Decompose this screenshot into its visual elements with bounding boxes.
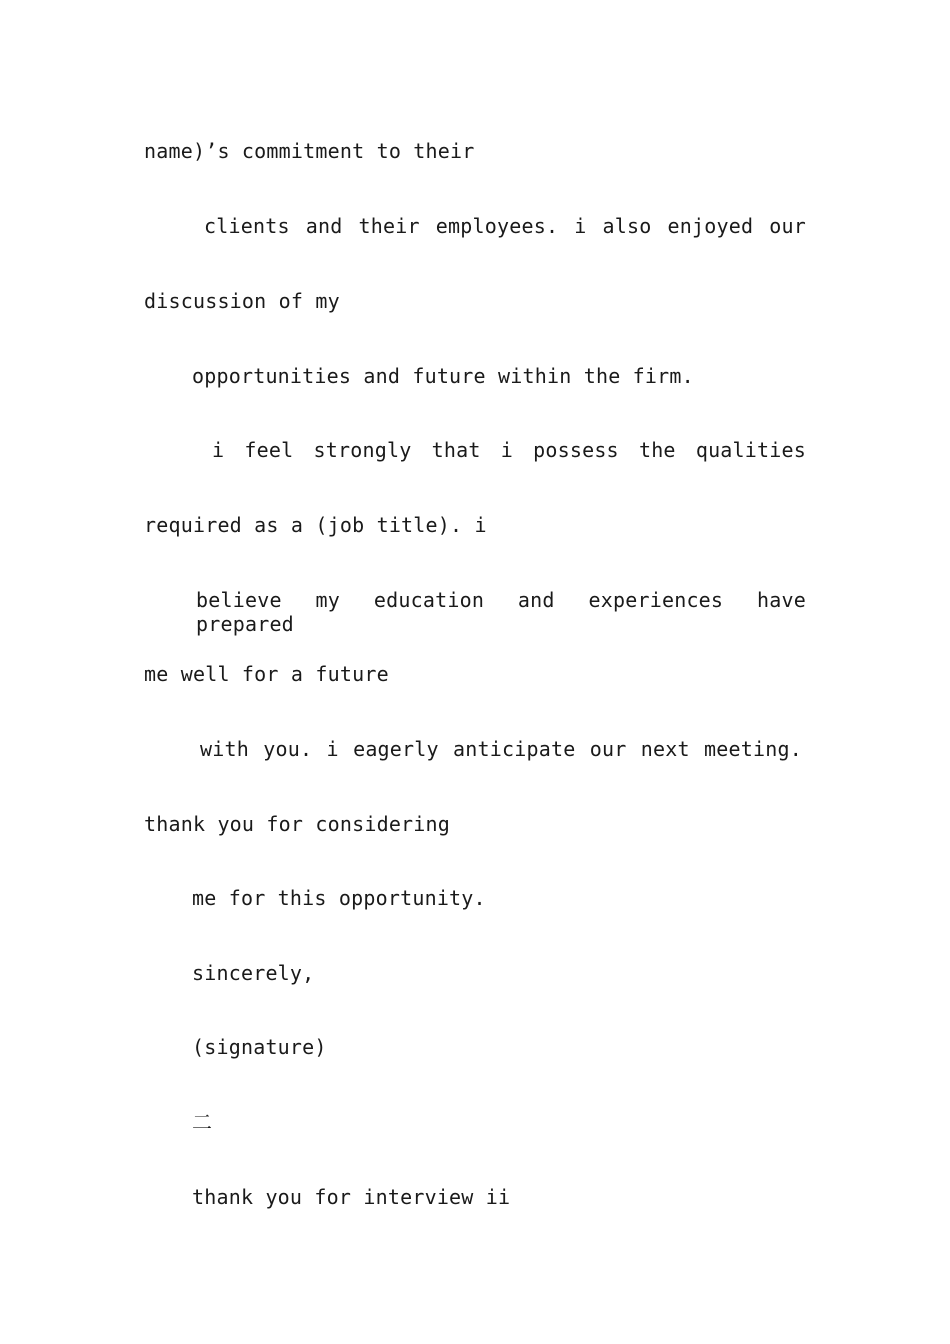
text-line: me for this opportunity. (192, 886, 486, 910)
text-line: name)’s commitment to their (144, 139, 475, 163)
text-line: clients and their employees. i also enjoyed our (204, 214, 806, 238)
closing-line: sincerely, (192, 961, 315, 985)
text-line: with you. i eagerly anticipate our next meeting. (200, 737, 802, 761)
text-line: required as a (job title). i (144, 513, 487, 537)
text-line: believe my education and experiences have prepared (196, 588, 806, 636)
text-line: thank you for considering (144, 812, 451, 836)
text-line: opportunities and future within the firm. (192, 364, 694, 388)
text-line: i feel strongly that i possess the qualities (212, 438, 806, 462)
section-number: 二 (192, 1110, 213, 1134)
section-heading: thank you for interview ii (192, 1185, 511, 1209)
text-line: discussion of my (144, 289, 340, 313)
signature-placeholder: (signature) (192, 1035, 327, 1059)
text-line: me well for a future (144, 662, 389, 686)
